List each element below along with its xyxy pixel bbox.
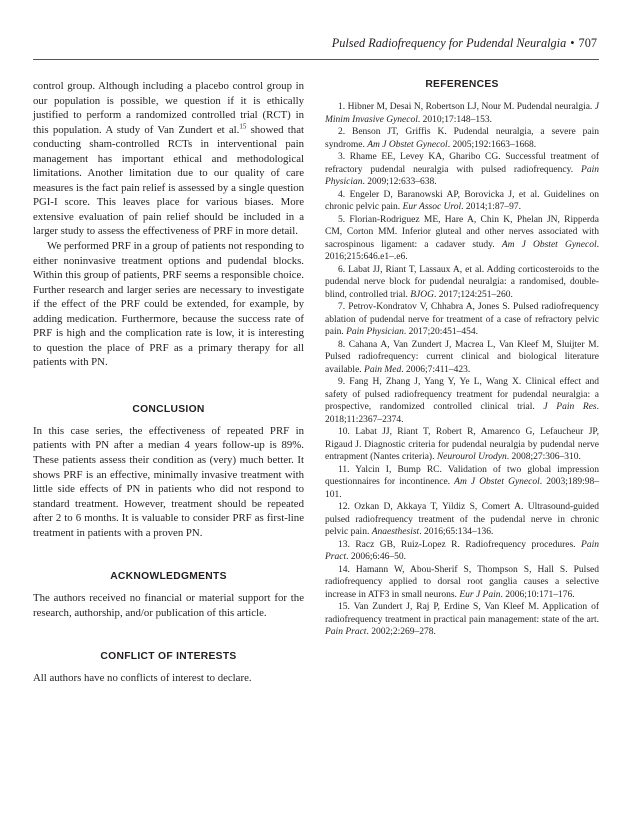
conflict-heading: CONFLICT OF INTERESTS bbox=[100, 651, 237, 663]
reference-journal: Am J Obstet Gynecol bbox=[367, 139, 448, 150]
references-heading: REFERENCES bbox=[425, 79, 499, 90]
reference-item bbox=[325, 189, 599, 214]
reference-list bbox=[325, 101, 599, 639]
reference-citation-details: . 2010;17:148–153. bbox=[417, 114, 493, 125]
acknowledgments-text: The authors received no financial or material support for the research, authorship, and/or publication of this article. bbox=[33, 592, 304, 619]
reference-item bbox=[325, 151, 599, 189]
reference-authors-title: 1. Hibner M, Desai N, Robertson LJ, Nour M. Pudendal neuralgia. bbox=[338, 102, 595, 112]
reference-citation-details: . 2006;6:46–50. bbox=[346, 552, 407, 562]
reference-authors-title: 7. Petrov-Kondratov V, Chhabra A, Jones S. Pulsed radiofrequency ablation of pudendal nerve for treatment of a case of refractory pelvic pain. bbox=[325, 302, 599, 337]
reference-authors-title: 12. Ozkan D, Akkaya T, Yildiz S, Comert A. Ultrasound-guided pulsed radiofrequency treatment of the pudendal nerve in chronic pelvic pain. bbox=[325, 502, 599, 537]
reference-citation-details: . 2005;192:1663–1668. bbox=[447, 139, 537, 150]
reference-citation-details: . 2016;65:134–136. bbox=[419, 527, 494, 537]
reference-citation-details: . 2008;27:306–310. bbox=[506, 452, 581, 462]
reference-authors-title: 11. Yalcin I, Bump RC. Validation of two global impression questionnaires for incontinence. bbox=[325, 464, 599, 487]
para1-text-a: control group. Although including a placebo control group in our population is possible, we question if it is ethically justified to perform a randomized controlled trial (RCT) in this population. A study of Van Zundert et al. bbox=[33, 80, 304, 136]
reference-journal: Pain Physician bbox=[325, 164, 599, 187]
reference-item bbox=[325, 464, 599, 502]
reference-item bbox=[325, 426, 599, 464]
conflict-text: All authors have no conflicts of interest to declare. bbox=[33, 672, 252, 685]
reference-journal: Am J Obstet Gynecol bbox=[454, 477, 540, 487]
reference-item bbox=[325, 601, 599, 639]
reference-authors-title: 5. Florian-Rodriguez ME, Hare A, Chin K, Phelan JN, Ripperda CM, Corton MM. Inferior gluteal and other nerves associated with sacrospinous ligament: a cadaver study. bbox=[325, 214, 599, 250]
reference-item bbox=[325, 564, 599, 602]
running-title: Pulsed Radiofrequency for Pudendal Neuralgia bbox=[331, 36, 567, 50]
reference-item bbox=[325, 539, 599, 564]
reference-journal: Eur Assoc Urol bbox=[402, 202, 462, 212]
para1-text-b: showed that conducting sham-controlled RCTs in interventional pain management has important ethical and methodological limitations. Another limitation due to our quality of care measures is the fact pain relief is assessed by a single question PGI-I score. This leaves place for various biases. More extensive evaluation of pain relief should be included in a larger study to assess the effectiveness of PRF in more detail. bbox=[33, 123, 304, 238]
acknowledgments-heading: ACKNOWLEDGMENTS bbox=[110, 571, 227, 583]
reference-citation-details: . 2003;189:98–101. bbox=[325, 477, 599, 500]
conclusion-heading: CONCLUSION bbox=[132, 403, 205, 415]
reference-item bbox=[325, 501, 599, 539]
reference-authors-title: 8. Cahana A, Van Zundert J, Macrea L, Van Kleef M, Sluijter M. Pulsed radiofrequency: current clinical and biological literature available. bbox=[325, 339, 599, 375]
header-rule bbox=[33, 59, 599, 60]
right-column bbox=[325, 79, 599, 639]
reference-journal: J Minim Invasive Gynecol bbox=[325, 102, 599, 125]
reference-authors-title: 4. Engeler D, Baranowski AP, Borovicka J, et al. Guidelines on chronic pelvic pain. bbox=[325, 189, 599, 212]
reference-journal: Anaesthesist bbox=[371, 527, 420, 537]
reference-authors-title: 15. Van Zundert J, Raj P, Erdine S, Van Kleef M. Application of radiofrequency treatment in practical pain management: state of the art. bbox=[325, 602, 599, 625]
header-bullet: • bbox=[570, 36, 575, 50]
reference-citation-details: . 2006;10:171–176. bbox=[500, 589, 575, 600]
citation-superscript: 15 bbox=[239, 122, 247, 131]
reference-journal: Pain Med bbox=[364, 364, 402, 375]
reference-citation-details: . 2017;124:251–260. bbox=[433, 289, 513, 300]
reference-citation-details: . 2002;2:269–278. bbox=[366, 627, 436, 637]
conclusion-text: In this case series, the effectiveness of repeated PRF in patients with PN after a median 4 years follow-up is 89%. These patients assess their condition as (very) much better. It shows PRF is an effective, minimally invasive treatment with little side effects of PN in patients who did not respond to standard treatment. However, treatment should be repeated after 2 to 6 months. It is valuable to consider PRF as first-line treatment in patients with a proven PN. bbox=[33, 424, 304, 539]
reference-journal: J Pain Res bbox=[543, 402, 597, 412]
reference-authors-title: 10. Labat JJ, Riant T, Robert R, Amarenco G, Lefaucheur JP, Rigaud J. Diagnostic criteria for pudendal neuralgia by pudendal nerve entrapment (Nantes criteria). bbox=[325, 427, 599, 462]
reference-item bbox=[325, 339, 599, 377]
page-number: 707 bbox=[578, 36, 597, 50]
left-column bbox=[33, 79, 304, 686]
reference-citation-details: . 2014;1:87–97. bbox=[461, 202, 522, 212]
reference-authors-title: 13. Racz GB, Ruiz-Lopez R. Radiofrequency procedures. bbox=[338, 539, 582, 550]
reference-item bbox=[325, 101, 599, 126]
reference-journal: Eur J Pain bbox=[459, 589, 501, 600]
reference-citation-details: . 2017;20:451–454. bbox=[403, 327, 479, 337]
reference-item bbox=[325, 376, 599, 426]
reference-authors-title: 3. Rhame EE, Levey KA, Gharibo CG. Successful treatment of refractory pudendal neuralgia with pulsed radiofrequency. bbox=[325, 152, 599, 175]
reference-journal: Pain Physician bbox=[346, 327, 404, 337]
running-header bbox=[332, 36, 597, 51]
reference-journal: Am J Obstet Gynecol bbox=[501, 239, 597, 250]
reference-journal: Pain Pract bbox=[325, 539, 599, 562]
reference-authors-title: 2. Benson JT, Griffis K. Pudendal neuralgia, a severe pain syndrome. bbox=[325, 127, 599, 150]
reference-citation-details: . 2009;12:633–638. bbox=[362, 177, 437, 187]
reference-journal: Neurourol Urodyn bbox=[436, 452, 507, 462]
reference-item bbox=[325, 301, 599, 339]
reference-authors-title: 6. Labat JJ, Riant T, Lassaux A, et al. Adding corticosteroids to the pudendal nerve block for pudendal neuralgia: a randomised, double-blind, controlled trial. bbox=[325, 264, 599, 300]
reference-journal: Pain Pract bbox=[325, 627, 367, 637]
discussion-paragraph-1 bbox=[33, 79, 304, 239]
reference-item bbox=[325, 126, 599, 151]
reference-authors-title: 14. Hamann W, Abou-Sherif S, Thompson S, Hall S. Pulsed radiofrequency applied to dorsal root ganglia causes a selective increase in ATF3 in small neurons. bbox=[325, 564, 599, 600]
reference-citation-details: . 2018;11:2367–2374. bbox=[325, 402, 599, 425]
reference-journal: BJOG bbox=[410, 289, 434, 300]
reference-citation-details: . 2006;7:411–423. bbox=[401, 364, 471, 375]
reference-item bbox=[325, 214, 599, 264]
reference-citation-details: . 2016;215:646.e1–.e6. bbox=[325, 239, 599, 262]
reference-authors-title: 9. Fang H, Zhang J, Yang Y, Ye L, Wang X. Clinical effect and safety of pulsed radiofrequency treatment for pudendal neuralgia: a prospective, randomized controlled clinical trial. bbox=[325, 377, 599, 412]
discussion-paragraph-2: We performed PRF in a group of patients not responding to either noninvasive treatment options and pudendal blocks. Within this group of patients, PRF seems a responsible choice. Further research and larger series are necessary to investigate if the effect of the PRF could be extended, for example, by adding medication. Furthermore, because the success rate of PRF is high and the complication rate is low, it is interesting to question the place of PRF as a primary therapy for all patients with PN. bbox=[33, 240, 304, 369]
reference-item bbox=[325, 264, 599, 302]
